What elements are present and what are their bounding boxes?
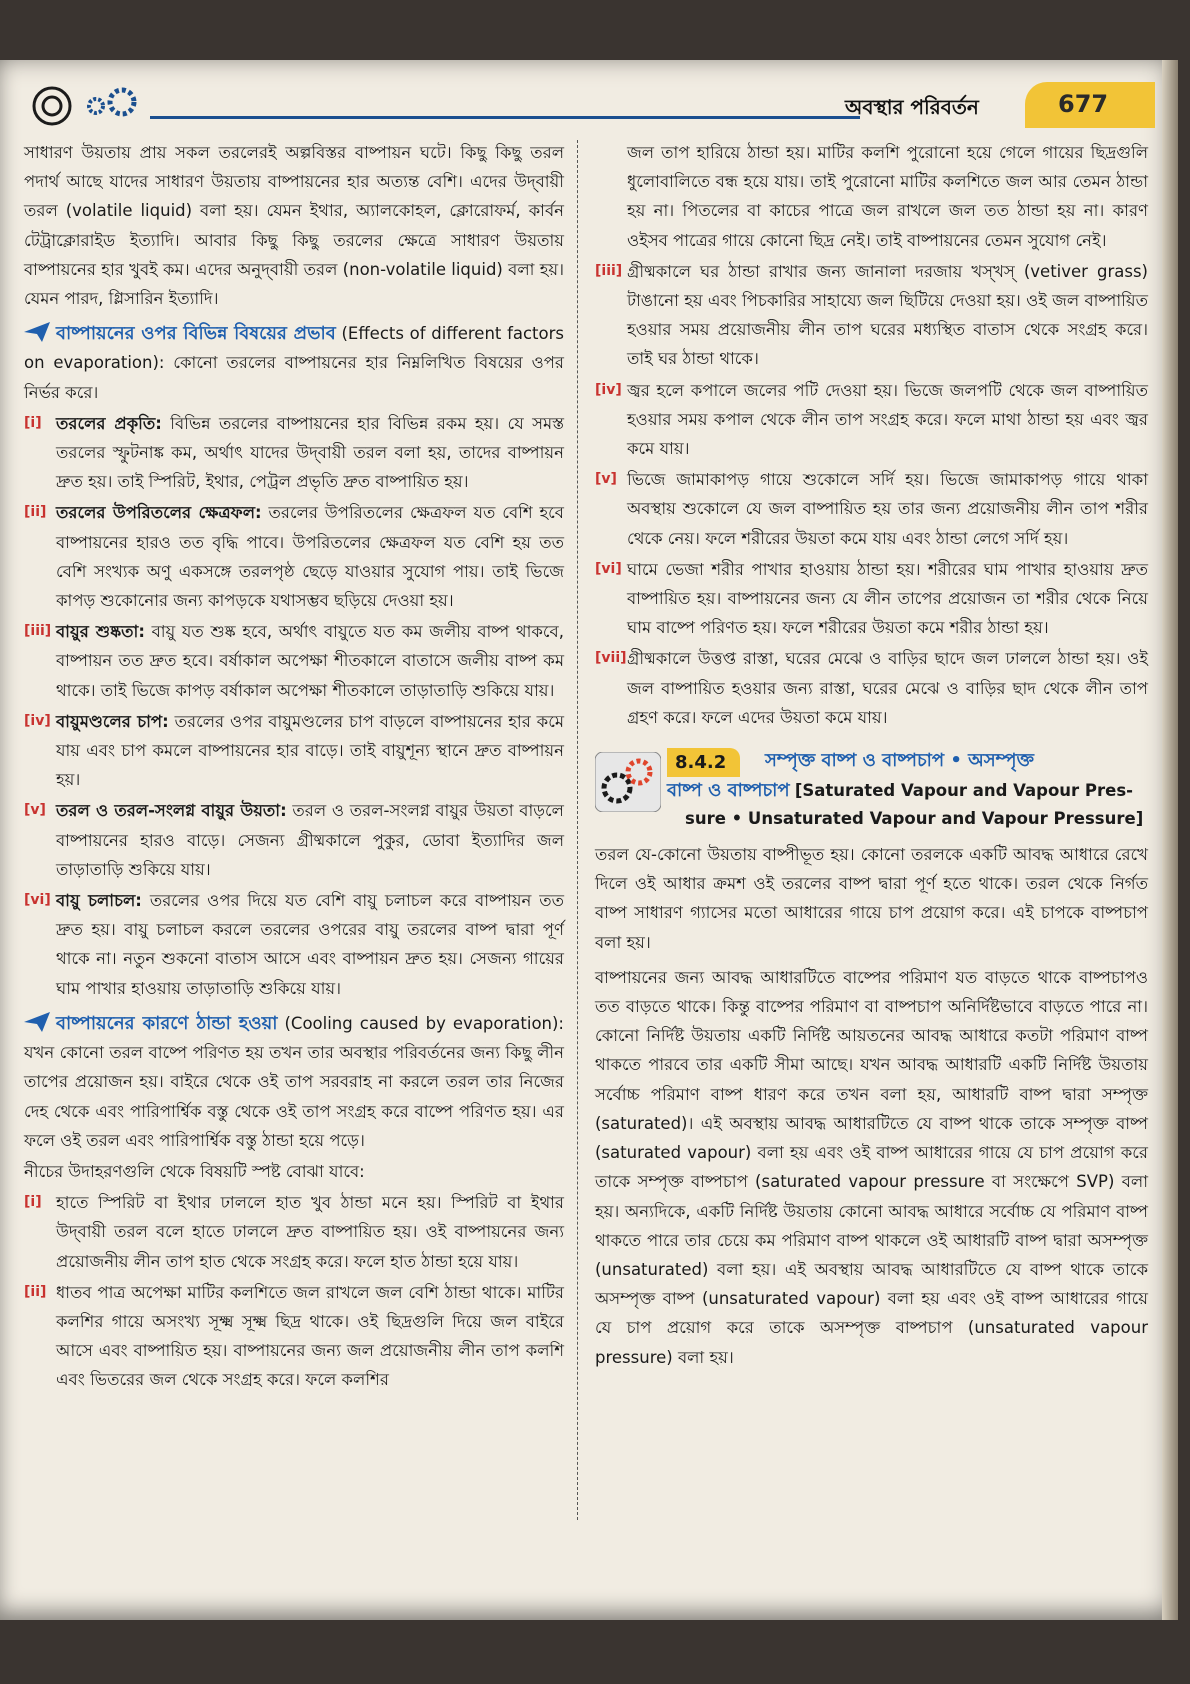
- example-item: [vi] ঘামে ভেজা শরীর পাখার হাওয়ায় ঠান্ডা হয়। শরীরের ঘাম পাখার হাওয়ায় দ্রুত বাষ্পায়িত হয়। বাষ্পায়নের জন্য যে লীন তাপের প্রয়োজন তা শরীর থেকে নিয়ে ঘাম বাষ্পে পরিণত হয়। ফলে শরীরের উয়তা কমে শরীর ঠান্ডা হয়।: [595, 559, 1148, 638]
- cooling-heading: বাষ্পায়নের কারণে ঠান্ডা হওয়া (Cooling caused by evaporation): যখন কোনো তরল বাষ্পে পরিণত হয় তখন তার অবস্থার পরিবর্তনের জন্য কিছু লীন তাপের প্রয়োজন হয়। বাইরে থেকে ওই তাপ সরবরাহ না করলে তরল তার নিজের দেহ থেকে এবং পারিপার্শ্বিক বস্তু থেকে ওই তাপ সংগ্রহ করে বাষ্পে পরিণত হয়। এর ফলে ওই তরল এবং পারিপার্শ্বিক বস্তু ঠান্ডা হয়ে পড়ে।: [24, 1012, 564, 1150]
- chapter-title: অবস্থার পরিবর্তন: [845, 95, 979, 119]
- paper-plane-icon: [24, 322, 50, 342]
- example-item: [v] ভিজে জামাকাপড় গায়ে শুকোলে সর্দি হয়। ভিজে জামাকাপড় গায়ে থাকা অবস্থায় শুকোলে যে জল বাষ্পায়িত হয় তার জন্য প্রয়োজনীয় লীন তাপ শরীর থেকে নেয়। ফলে শরীরের উয়তা কমে যায় এবং ঠান্ডা লেগে সর্দি হয়।: [595, 470, 1148, 548]
- effects-heading: বাষ্পায়নের ওপর বিভিন্ন বিষয়ের প্রভাব (Effects of different factors on evaporation): কোনো তরলের বাষ্পায়নের হার নিম্নলিখিত বিষয়ের ওপর নির্ভর করে।: [24, 323, 565, 402]
- example-item: [vii] গ্রীষ্মকালে উত্তপ্ত রাস্তা, ঘরের মেঝে ও বাড়ির ছাদে জল ঢাললে ঠান্ডা হয়। ওই জল বাষ্পায়িত হওয়ার জন্য রাস্তা, ঘরের মেঝে ও বাড়ির ছাদ থেকে লীন তাপ গ্রহণ করে। ফলে এদের উয়তা কমে যায়।: [595, 649, 1148, 727]
- example-item: [ii] ধাতব পাত্র অপেক্ষা মাটির কলশিতে জল রাখলে জল বেশি ঠান্ডা থাকে। মাটির কলশির গায়ে অসংখ্য সূক্ষ্ম সূক্ষ্ম ছিদ্র থাকে। ওই ছিদ্রগুলি দিয়ে জল বাইরে আসে এবং বাষ্পায়িত হয়। বাষ্পায়নের জন্য জল প্রয়োজনীয় লীন তাপ কলশি এবং ভিতরের জল থেকে সংগ্রহ করে। ফলে কলশির: [24, 1282, 564, 1390]
- continuation-paragraph: জল তাপ হারিয়ে ঠান্ডা হয়। মাটির কলশি পুরোনো হয়ে গেলে গায়ের ছিদ্রগুলি ধুলোবালিতে বন্ধ হয়ে যায়। তাই পুরোনো মাটির কলশিতে জল আর তেমন ঠান্ডা হয় না। পিতলের বা কাচের পাত্রে জল রাখলে জল তত ঠান্ডা হয় না। কারণ ওইসব পাত্রের গায়ে কোনো ছিদ্র নেই। তাই বাষ্পায়নের তেমন সুযোগ নেই।: [627, 143, 1148, 250]
- page-number: 677: [1058, 90, 1109, 118]
- example-item: [iv] জ্বর হলে কপালে জলের পটি দেওয়া হয়। ভিজে জলপটি থেকে জল বাষ্পায়িত হওয়ার সময় কপাল থেকে লীন তাপ সংগ্রহ করে। ফলে মাথা ঠান্ডা হয় এবং জ্বর কমে যায়।: [595, 380, 1148, 459]
- brain-gear-icon: [30, 82, 160, 128]
- left-column: [24, 138, 564, 1397]
- factor-item: [i] তরলের প্রকৃতি: বিভিন্ন তরলের বাষ্পায়নের হার বিভিন্ন রকম হয়। যে সমস্ত তরলের স্ফুটনাঙ্ক কম, অর্থাৎ যাদের উদ্‌বায়ী তরল বলা হয়, তাদের বাষ্পায়ন দ্রুত হয়। তাই স্পিরিট, ইথার, পেট্রল প্রভৃতি দ্রুত বাষ্পায়িত হয়।: [24, 413, 565, 492]
- right-column: [595, 138, 1148, 1374]
- intro-paragraph: সাধারণ উয়তায় প্রায় সকল তরলেরই অল্পবিস্তর বাষ্পায়ন ঘটে। কিছু কিছু তরল পদার্থ আছে যাদের সাধারণ উয়তায় বাষ্পায়নের হার অত্যন্ত বেশি। এদের উদ্‌বায়ী তরল (volatile liquid) বলা হয়। যেমন ইথার, অ্যালকোহল, ক্লোরোফর্ম, কার্বন টেট্রাক্লোরাইড ইত্যাদি। আবার কিছু কিছু তরলের ক্ষেত্রে সাধারণ উয়তায় বাষ্পায়নের হার খুবই কম। এদের অনুদ্‌বায়ী তরল (non-volatile liquid) বলা হয়। যেমন পারদ, গ্লিসারিন ইত্যাদি।: [24, 143, 564, 309]
- column-divider: [577, 140, 579, 1520]
- examples-intro: নীচের উদাহরণগুলি থেকে বিষয়টি স্পষ্ট বোঝা যাবে:: [24, 1161, 365, 1181]
- paper-plane-icon: [24, 1012, 50, 1032]
- vapour-pressure-paragraph: তরল যে-কোনো উয়তায় বাষ্পীভূত হয়। কোনো তরলকে একটি আবদ্ধ আধারে রেখে দিলে ওই আধার ক্রমশ ওই তরলের বাষ্প দ্বারা পূর্ণ হতে থাকে। তরল থেকে নির্গত বাষ্প সাধারণ গ্যাসের মতো আধারের গায়ে চাপ প্রয়োগ করে। এই চাপকে বাষ্পচাপ বলা হয়।: [595, 845, 1148, 952]
- section-title-line1: সম্পৃক্ত বাষ্প ও বাষ্পচাপ • অসম্পৃক্ত: [765, 750, 1034, 772]
- header-rule: [150, 116, 860, 119]
- gears-icon: [595, 752, 661, 812]
- example-item: [iii] গ্রীষ্মকালে ঘর ঠান্ডা রাখার জন্য জানালা দরজায় খস্‌খস্ (vetiver grass) টাঙানো হয় এবং পিচকারির সাহায্যে জল ছিটিয়ে দেওয়া হয়। ওই জল বাষ্পায়িত হওয়ার সময় প্রয়োজনীয় লীন তাপ ঘরের মধ্যস্থিত বাতাস থেকে সংগ্রহ করে। তাই ঘর ঠান্ডা থাকে।: [595, 261, 1148, 369]
- section-title-line3: sure • Unsaturated Vapour and Vapour Pressure]: [685, 809, 1144, 829]
- example-item: [i] হাতে স্পিরিট বা ইথার ঢাললে হাত খুব ঠান্ডা মনে হয়। স্পিরিট বা ইথার উদ্‌বায়ী তরল বলে হাতে ঢাললে দ্রুত বাষ্পায়িত হয়। ওই বাষ্পায়নের জন্য প্রয়োজনীয় লীন তাপ হাত থেকে সংগ্রহ করে। ফলে হাত ঠান্ডা হয়ে যায়।: [24, 1193, 564, 1271]
- factor-item: [iv] বায়ুমণ্ডলের চাপ: তরলের ওপর বায়ুমণ্ডলের চাপ বাড়লে বাষ্পায়নের হার কমে যায় এবং চাপ কমলে বাষ্পায়নের হার বাড়ে। তাই বায়ুশূন্য স্থানে দ্রুত বাষ্পায়ন হয়।: [24, 711, 564, 790]
- factor-item: [v] তরল ও তরল-সংলগ্ন বায়ুর উয়তা: তরল ও তরল-সংলগ্ন বায়ুর উয়তা বাড়লে বাষ্পায়নের হারও বাড়ে। সেজন্য গ্রীষ্মকালে পুকুর, ডোবা ইত্যাদির জল তাড়াতাড়ি শুকিয়ে যায়।: [24, 801, 564, 879]
- factor-item: [iii] বায়ুর শুষ্কতা: বায়ু যত শুষ্ক হবে, অর্থাৎ বায়ুতে যত কম জলীয় বাষ্প থাকবে, বাষ্পায়ন তত দ্রুত হবে। বর্ষাকাল অপেক্ষা শীতকালে বাতাসে জলীয় বাষ্প কম থাকে। তাই ভিজে কাপড় বর্ষাকাল অপেক্ষা শীতকালে তাড়াতাড়ি শুকিয়ে যায়।: [24, 622, 564, 700]
- factor-item: [vi] বায়ু চলাচল: তরলের ওপর দিয়ে যত বেশি বায়ু চলাচল করে বাষ্পায়ন তত দ্রুত হয়। বায়ু চলাচল করলে তরলের ওপরের বায়ু তরলের বাষ্প দ্বারা পূর্ণ থাকে না। নতুন শুকনো বাতাস আসে এবং বাষ্পায়ন দ্রুত হয়। সেজন্য গায়ের ঘাম পাখার হাওয়ায় তাড়াতাড়ি শুকিয়ে যায়।: [24, 891, 565, 998]
- section-number: 8.4.2: [667, 748, 740, 777]
- saturation-paragraph: বাষ্পায়নের জন্য আবদ্ধ আধারটিতে বাষ্পের পরিমাণ যত বাড়তে থাকে বাষ্পচাপও তত বাড়তে থাকে। কিন্তু বাষ্পের পরিমাণ বা বাষ্পচাপ অনির্দিষ্টভাবে বাড়তে পারে না। কোনো নির্দিষ্ট উয়তায় একটি নির্দিষ্ট আয়তনের আবদ্ধ আধারে কতটা পরিমাণ বাষ্প থাকতে পারবে তার একটি সীমা আছে। যখন আবদ্ধ আধারটি একটি নির্দিষ্ট উয়তায় সর্বোচ্চ পরিমাণ বাষ্প ধারণ করে তখন বলা হয়, আধারটি বাষ্প দ্বারা সম্পৃক্ত (saturated)। এই অবস্থায় আবদ্ধ আধারটিতে যে বাষ্প থাকে তাকে সম্পৃক্ত বাষ্প (saturated vapour) বলা হয় এবং ওই বাষ্প আধারের গায়ে যে চাপ প্রয়োগ করে তাকে সম্পৃক্ত বাষ্পচাপ (saturated vapour pressure বা সংক্ষেপে SVP) বলা হয়। অন্যদিকে, একটি নির্দিষ্ট উয়তায় কোনো আবদ্ধ আধারে সর্বোচ্চ যে পরিমাণ বাষ্প থাকতে পারে তার চেয়ে কম পরিমাণ বাষ্প থাকলে ওই আধারটি বাষ্প দ্বারা অসম্পৃক্ত (unsaturated) বলা হয়। এই অবস্থায় আবদ্ধ আধারটিতে যে বাষ্প থাকে তাকে অসম্পৃক্ত বাষ্প (unsaturated vapour) বলা হয় এবং ওই বাষ্প আধারের গায়ে যে চাপ প্রয়োগ করে তাকে অসম্পৃক্ত বাষ্পচাপ (unsaturated vapour pressure) বলা হয়।: [595, 967, 1148, 1367]
- page-edge: [1162, 60, 1178, 1620]
- section-heading: [595, 746, 1148, 834]
- section-title-line2: বাষ্প ও বাষ্পচাপ [Saturated Vapour and Vapour Pres-: [667, 780, 1134, 802]
- factor-item: [ii] তরলের উপরিতলের ক্ষেত্রফল: তরলের উপরিতলের ক্ষেত্রফল যত বেশি হবে বাষ্পায়নের হারও তত বৃদ্ধি পাবে। উপরিতলের ক্ষেত্রফল যত বেশি হয় তত বেশি সংখ্যক অণু একসঙ্গে তরলপৃষ্ঠ ছেড়ে যাওয়ার সুযোগ পায়। তাই ভিজে কাপড় শুকোনোর জন্য কাপড়কে যথাসম্ভব ছড়িয়ে দেওয়া হয়।: [24, 503, 564, 611]
